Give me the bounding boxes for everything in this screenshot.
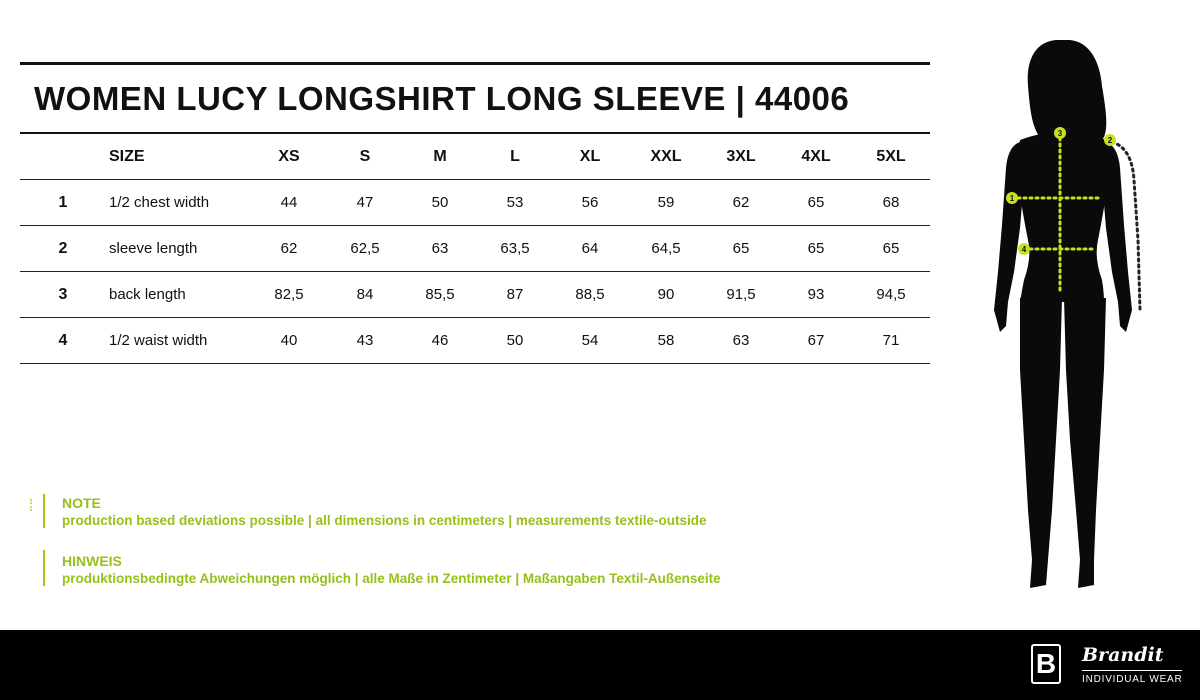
table-cell: 43	[356, 332, 374, 349]
row-number: 3	[58, 286, 68, 303]
size-header-m: M	[433, 148, 447, 165]
top-rule	[20, 62, 930, 65]
table-cell: 71	[882, 332, 900, 349]
table-cell: 46	[431, 332, 449, 349]
table-cell: 47	[356, 194, 374, 211]
table-cell: 67	[807, 332, 825, 349]
table-cell: 58	[657, 332, 675, 349]
hinweis-accent-bar	[43, 550, 45, 586]
note-text: production based deviations possible | all dimensions in centimeters | measurements textile-outside	[62, 513, 707, 528]
row-number: 1	[58, 194, 68, 211]
size-header-xs: XS	[278, 148, 300, 165]
table-cell: 62,5	[350, 240, 380, 257]
size-header-4xl: 4XL	[801, 148, 831, 165]
row-label: 1/2 chest width	[109, 194, 210, 211]
table-cell: 63	[732, 332, 750, 349]
row-number: 4	[58, 332, 68, 349]
table-row	[20, 180, 930, 226]
size-header-xxl: XXL	[650, 148, 682, 165]
size-header-l: L	[510, 148, 520, 165]
table-row	[20, 272, 930, 318]
table-cell: 87	[506, 286, 524, 303]
size-header-3xl: 3XL	[726, 148, 756, 165]
table-cell: 84	[356, 286, 374, 303]
hinweis-text: produktionsbedingte Abweichungen möglich | alle Maße in Zentimeter | Maßangaben Textil-Außenseite	[62, 571, 721, 586]
table-row	[20, 226, 930, 272]
table-cell: 44	[280, 194, 298, 211]
hinweis-title: HINWEIS	[62, 553, 122, 569]
table-cell: 68	[882, 194, 900, 211]
table-cell: 53	[506, 194, 524, 211]
row-label: back length	[109, 286, 186, 303]
table-cell: 91,5	[726, 286, 756, 303]
brand-name: Brandit	[1082, 644, 1164, 666]
table-cell: 59	[657, 194, 675, 211]
table-cell: 64,5	[651, 240, 681, 257]
table-cell: 65	[807, 194, 825, 211]
brand-logo-icon: B	[1031, 644, 1061, 684]
table-cell: 64	[581, 240, 599, 257]
table-row	[20, 318, 930, 364]
svg-text:4: 4	[1021, 245, 1027, 254]
size-table	[20, 134, 930, 364]
size-header-label: SIZE	[109, 148, 145, 165]
row-label: sleeve length	[109, 240, 198, 257]
table-cell: 40	[280, 332, 298, 349]
table-cell: 85,5	[425, 286, 455, 303]
size-header-xl: XL	[579, 148, 601, 165]
svg-text:1: 1	[1009, 194, 1015, 203]
woman-silhouette-icon	[990, 40, 1160, 600]
size-header-5xl: 5XL	[876, 148, 906, 165]
table-cell: 65	[807, 240, 825, 257]
row-number: 2	[58, 240, 68, 257]
table-cell: 50	[431, 194, 449, 211]
note-accent-bar	[43, 494, 45, 528]
svg-text:2: 2	[1107, 136, 1113, 145]
row-label: 1/2 waist width	[109, 332, 208, 349]
table-cell: 63,5	[500, 240, 530, 257]
table-cell: 90	[657, 286, 675, 303]
size-header-s: S	[359, 148, 371, 165]
brand-tagline: INDIVIDUAL WEAR	[1082, 674, 1183, 685]
footer-bar	[0, 630, 1200, 700]
table-cell: 56	[581, 194, 599, 211]
table-header-row	[20, 134, 930, 180]
table-cell: 50	[506, 332, 524, 349]
table-cell: 62	[732, 194, 750, 211]
table-cell: 63	[431, 240, 449, 257]
brand-divider	[1082, 670, 1182, 671]
page-title: WOMEN LUCY LONGSHIRT LONG SLEEVE | 44006	[34, 80, 850, 117]
table-cell: 93	[807, 286, 825, 303]
table-cell: 65	[882, 240, 900, 257]
svg-text:3: 3	[1057, 129, 1063, 138]
table-cell: 54	[581, 332, 599, 349]
table-cell: 94,5	[876, 286, 906, 303]
table-cell: 82,5	[274, 286, 304, 303]
table-cell: 65	[732, 240, 750, 257]
note-marker-icon	[30, 499, 34, 511]
note-title: NOTE	[62, 495, 101, 511]
table-cell: 88,5	[575, 286, 605, 303]
table-cell: 62	[280, 240, 298, 257]
